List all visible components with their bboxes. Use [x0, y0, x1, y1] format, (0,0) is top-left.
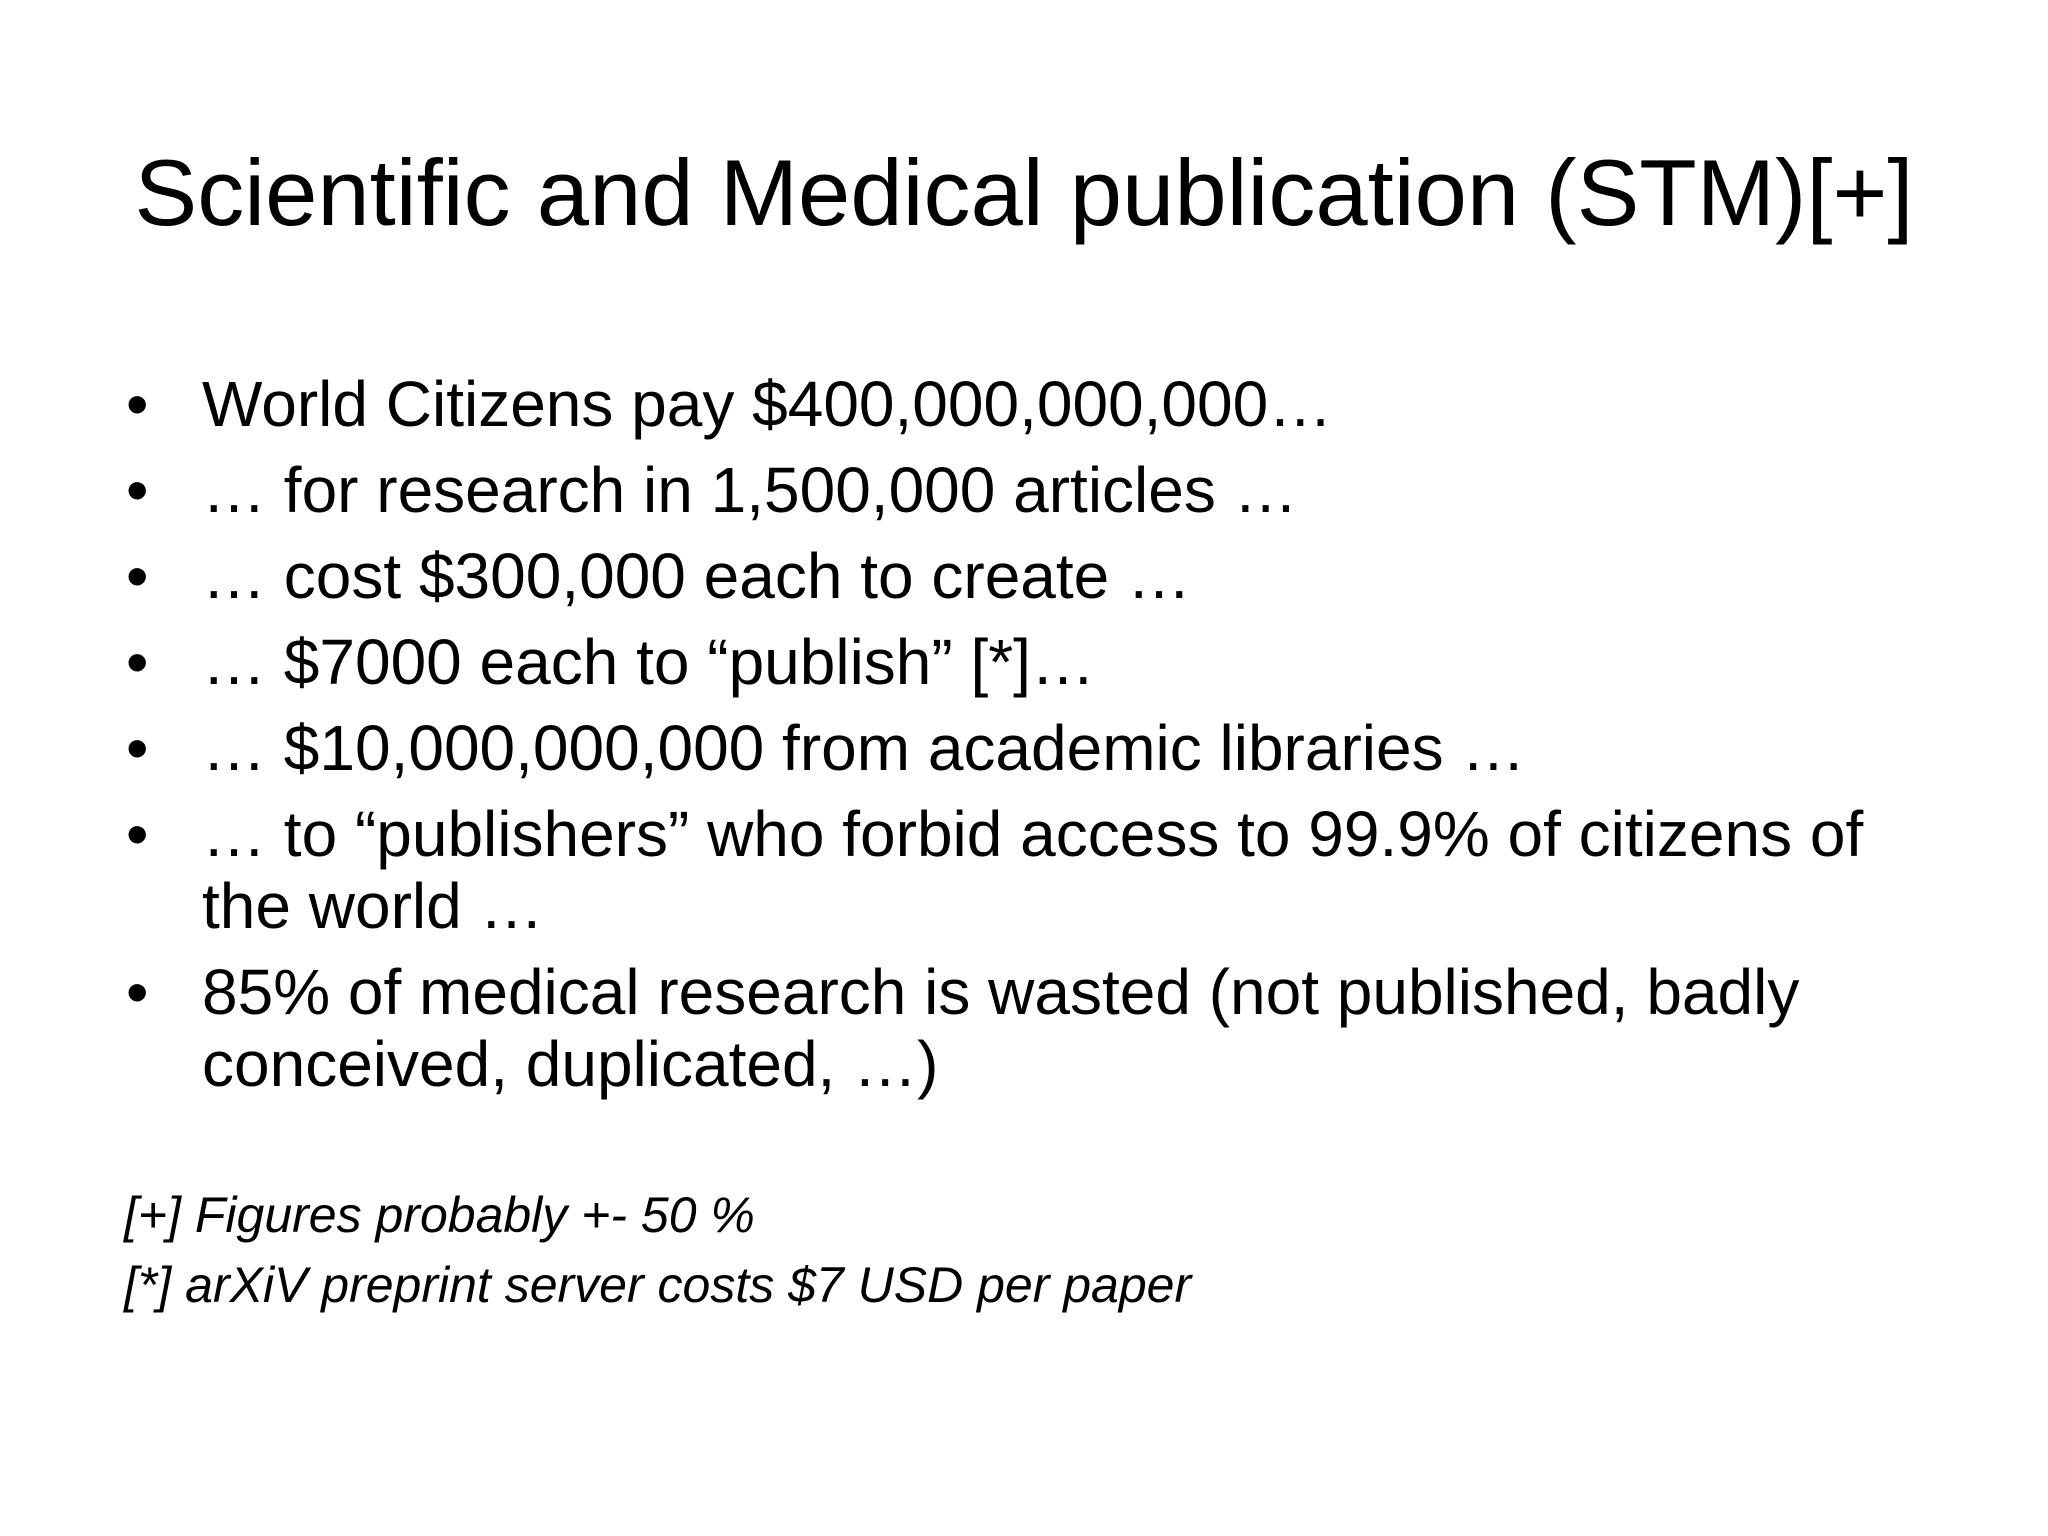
bullet-item	[126, 368, 1926, 440]
bullet-dot-icon: •	[126, 368, 149, 440]
bullet-item	[126, 798, 1926, 942]
bullet-text: … for research in 1,500,000 articles …	[202, 454, 1298, 526]
bullet-text: 85% of medical research is wasted (not published, badly conceived, duplicated, …)	[202, 956, 1800, 1100]
bullet-dot-icon: •	[126, 454, 149, 526]
bullet-text: … cost $300,000 each to create …	[202, 540, 1192, 612]
bullet-text: … $10,000,000,000 from academic libraries …	[202, 712, 1526, 784]
bullet-item	[126, 956, 1926, 1100]
bullet-dot-icon: •	[126, 956, 149, 1028]
bullet-item	[126, 540, 1926, 612]
footnotes	[124, 1180, 1824, 1320]
bullet-item	[126, 626, 1926, 698]
bullet-dot-icon: •	[126, 540, 149, 612]
bullet-text: … $7000 each to “publish” [*]…	[202, 626, 1095, 698]
bullet-list	[126, 368, 1926, 1114]
bullet-item	[126, 454, 1926, 526]
bullet-text: World Citizens pay $400,000,000,000…	[202, 368, 1333, 440]
footnote-figures: [+] Figures probably +- 50 %	[124, 1187, 755, 1243]
bullet-dot-icon: •	[126, 626, 149, 698]
bullet-dot-icon: •	[126, 712, 149, 784]
footnote-arxiv: [*] arXiV preprint server costs $7 USD per paper	[124, 1257, 1192, 1313]
bullet-dot-icon: •	[126, 798, 149, 870]
slide-title: Scientific and Medical publication (STM)[+]	[134, 140, 1914, 245]
bullet-text: … to “publishers” who forbid access to 99.9% of citizens of the world …	[202, 798, 1864, 942]
bullet-item	[126, 712, 1926, 784]
